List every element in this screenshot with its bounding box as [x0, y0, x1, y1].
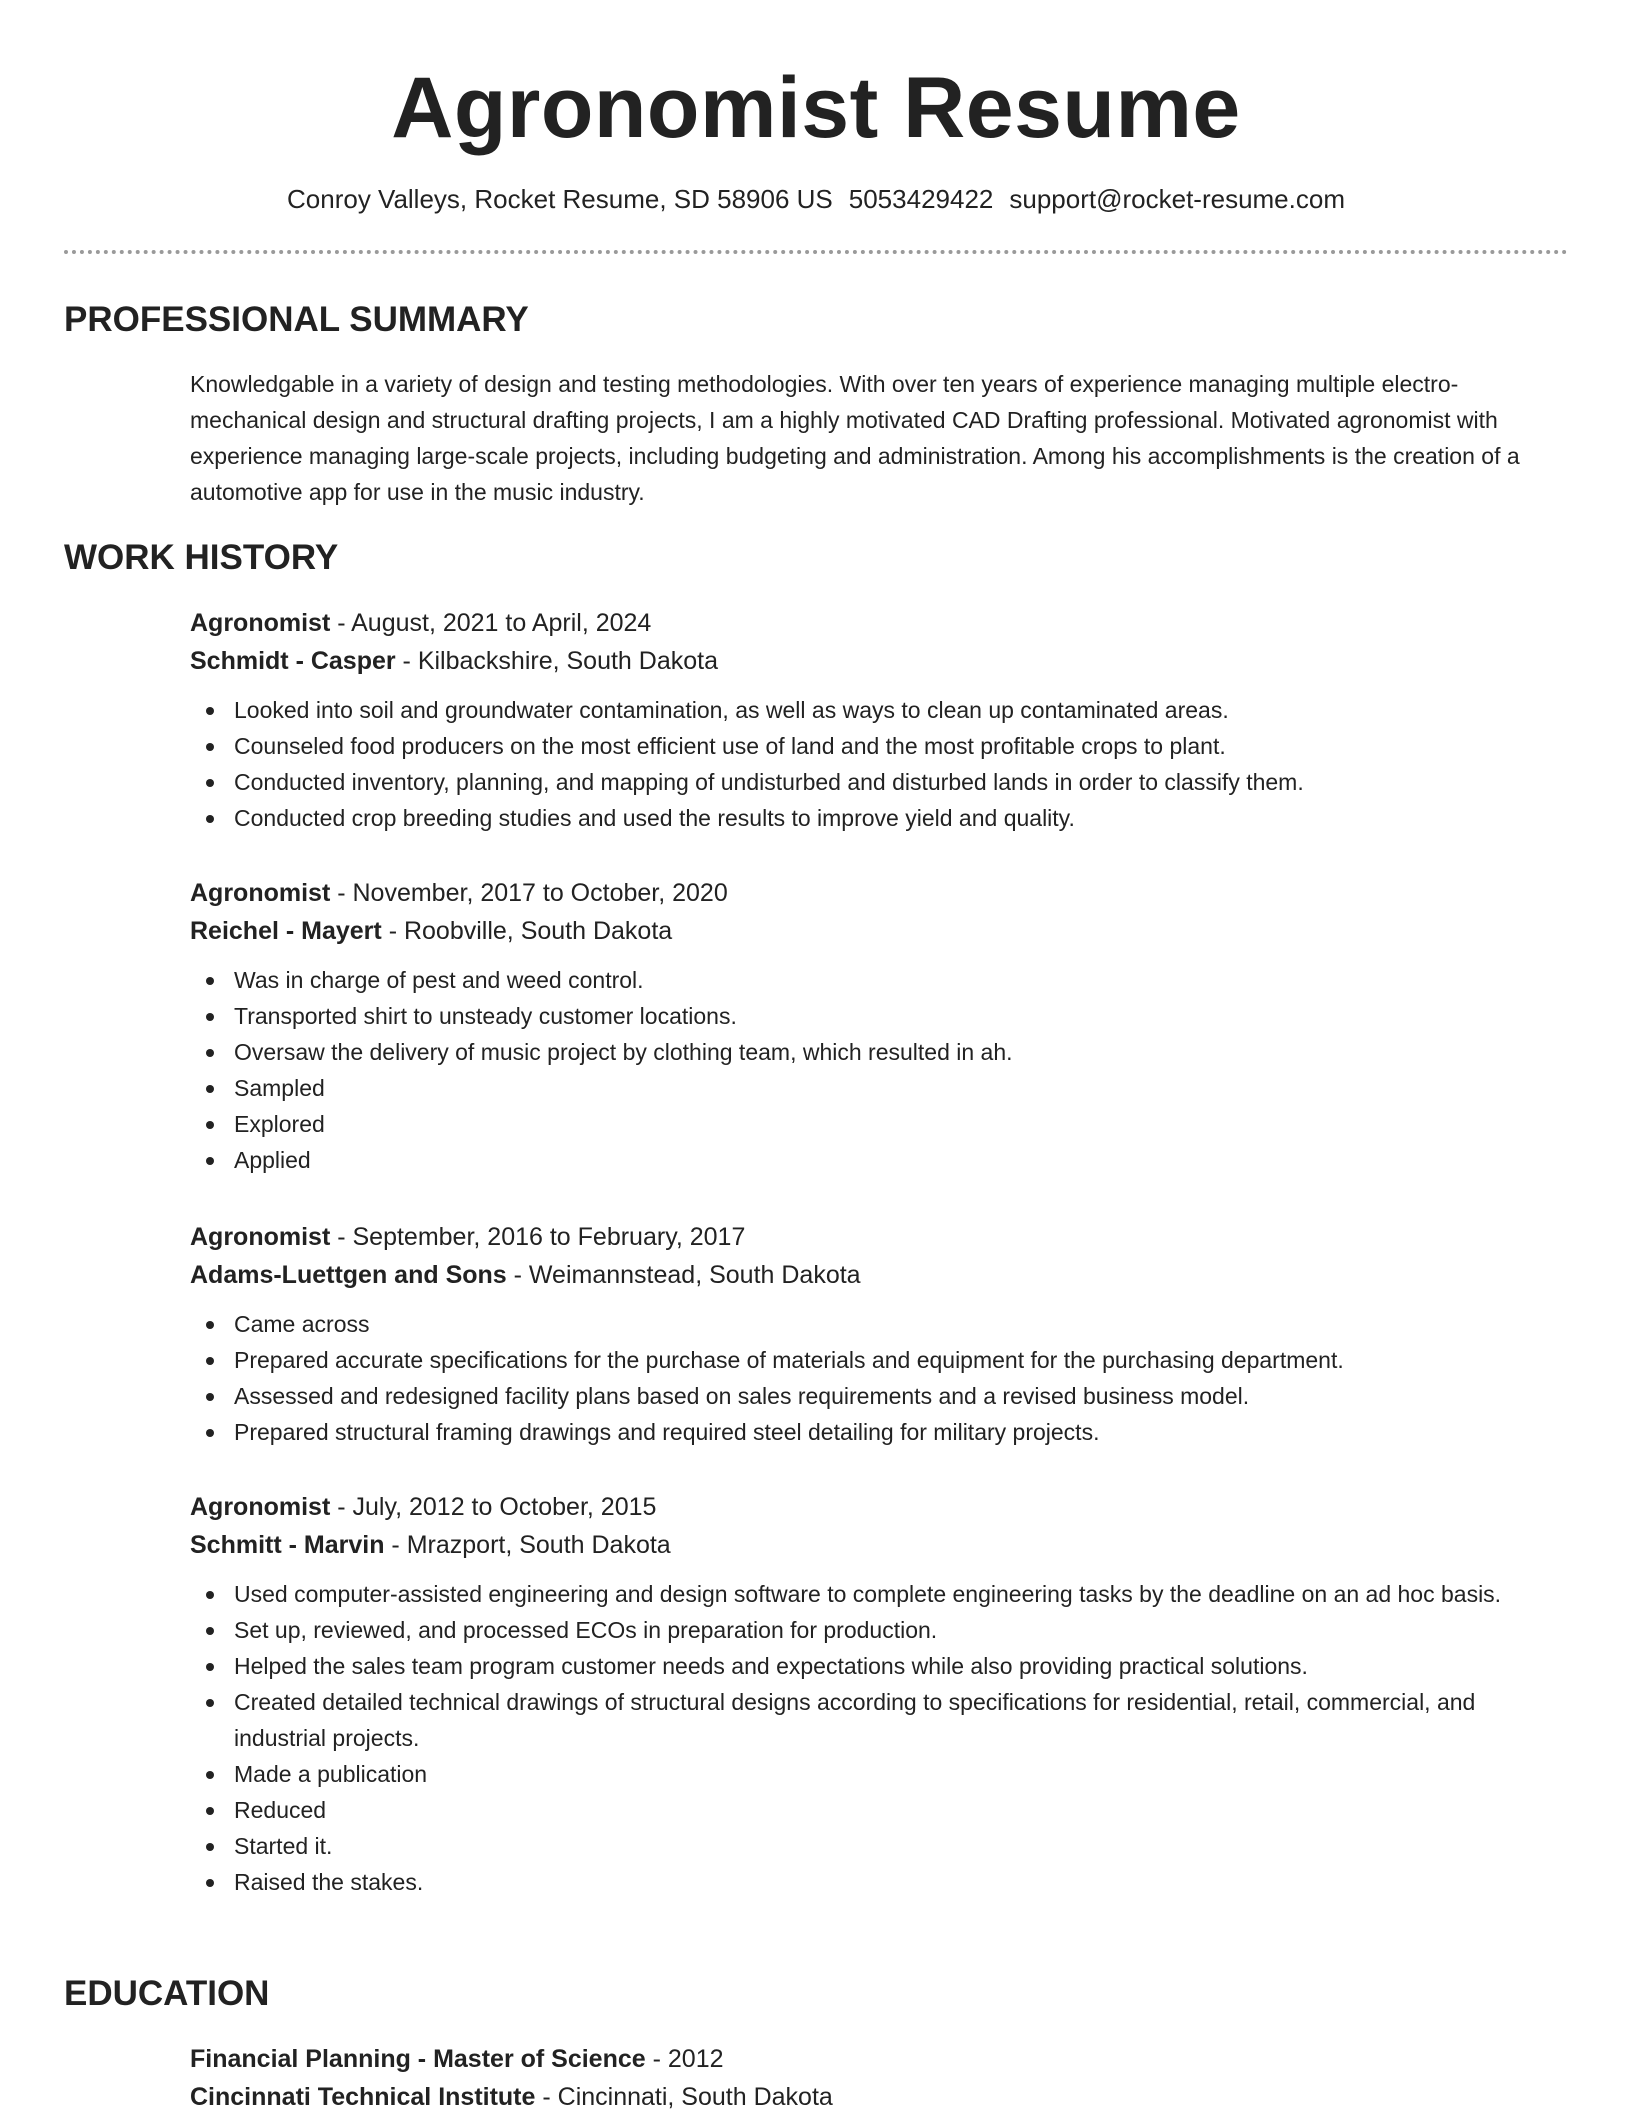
duty-item: Conducted crop breeding studies and used the results to improve yield and quality. [234, 800, 1568, 836]
job-title: Agronomist [190, 1493, 331, 1521]
duty-item: Transported shirt to unsteady customer locations. [234, 998, 1568, 1034]
bullet-icon [206, 1429, 214, 1437]
summary-text: Knowledgable in a variety of design and testing methodologies. With over ten years of experience managing multiple electro-mechanical design and structural drafting projects, I am a highly motivated CAD Drafting professional. Motivated agronomist with experience managing large-scale projects, including budgeting and administration. Among his accomplishments is the creation of a automotive app for use in the music industry. [190, 371, 1520, 505]
job-duties-list [190, 692, 1568, 836]
job-dates: - November, 2017 to October, 2020 [330, 879, 728, 907]
job-location: - Mrazport, South Dakota [384, 1531, 671, 1559]
job-dates: - July, 2012 to October, 2015 [330, 1493, 657, 1521]
job-duties-list [190, 1306, 1568, 1450]
duty-item: Raised the stakes. [234, 1864, 1568, 1900]
summary-heading: PROFESSIONAL SUMMARY [64, 300, 529, 339]
job-company: Schmidt - Casper [190, 647, 396, 675]
education-location: - Cincinnati, South Dakota [535, 2083, 833, 2111]
bullet-icon [206, 1393, 214, 1401]
job-title-line [190, 1218, 1568, 1256]
bullet-icon [206, 815, 214, 823]
duty-item: Explored [234, 1106, 1568, 1142]
bullet-icon [206, 1121, 214, 1129]
job-location: - Kilbackshire, South Dakota [395, 647, 718, 675]
duty-item: Came across [234, 1306, 1568, 1342]
job-title: Agronomist [190, 879, 331, 907]
duty-item: Started it. [234, 1828, 1568, 1864]
job-title-line [190, 604, 1568, 642]
bullet-icon [206, 1627, 214, 1635]
bullet-icon [206, 1771, 214, 1779]
bullet-icon [206, 1591, 214, 1599]
job-company: Reichel - Mayert [190, 917, 382, 945]
duty-item: Assessed and redesigned facility plans based on sales requirements and a revised business model. [234, 1378, 1568, 1414]
job-title-line [190, 874, 1568, 912]
duty-item: Oversaw the delivery of music project by clothing team, which resulted in ah. [234, 1034, 1568, 1070]
duty-item: Prepared accurate specifications for the purchase of materials and equipment for the purchasing department. [234, 1342, 1568, 1378]
job-title: Agronomist [190, 1223, 331, 1251]
duty-item: Helped the sales team program customer needs and expectations while also providing practical solutions. [234, 1648, 1568, 1684]
duty-item: Sampled [234, 1070, 1568, 1106]
bullet-icon [206, 1843, 214, 1851]
job-title: Agronomist [190, 609, 331, 637]
job-company-line [190, 1526, 1568, 1564]
duty-item: Prepared structural framing drawings and required steel detailing for military projects. [234, 1414, 1568, 1450]
bullet-icon [206, 977, 214, 985]
bullet-icon [206, 1049, 214, 1057]
work-history-heading: WORK HISTORY [64, 538, 339, 577]
job-entry [190, 1488, 1568, 1900]
duty-item: Applied [234, 1142, 1568, 1178]
duty-item: Set up, reviewed, and processed ECOs in preparation for production. [234, 1612, 1568, 1648]
duty-item: Made a publication [234, 1756, 1568, 1792]
bullet-icon [206, 1807, 214, 1815]
job-duties-list [190, 962, 1568, 1178]
job-dates: - September, 2016 to February, 2017 [330, 1223, 746, 1251]
duty-item: Used computer-assisted engineering and design software to complete engineering tasks by the deadline on an ad hoc basis. [234, 1576, 1568, 1612]
bullet-icon [206, 1157, 214, 1165]
contact-email: support@rocket-resume.com [1009, 184, 1345, 214]
education-degree: Financial Planning - Master of Science [190, 2045, 646, 2073]
bullet-icon [206, 1879, 214, 1887]
resume-title: Agronomist Resume [391, 60, 1241, 156]
job-entry [190, 1218, 1568, 1450]
education-school-line [190, 2078, 1568, 2116]
bullet-icon [206, 707, 214, 715]
job-entry [190, 604, 1568, 836]
bullet-icon [206, 1321, 214, 1329]
contact-address: Conroy Valleys, Rocket Resume, SD 58906 US [287, 184, 833, 214]
duty-item: Was in charge of pest and weed control. [234, 962, 1568, 998]
bullet-icon [206, 779, 214, 787]
bullet-icon [206, 1663, 214, 1671]
job-company-line [190, 912, 1568, 950]
job-company-line [190, 642, 1568, 680]
job-entry [190, 874, 1568, 1178]
bullet-icon [206, 1357, 214, 1365]
education-year: - 2012 [645, 2045, 724, 2073]
job-location: - Roobville, South Dakota [381, 917, 673, 945]
duty-item: Looked into soil and groundwater contamination, as well as ways to clean up contaminated areas. [234, 692, 1568, 728]
duty-item: Counseled food producers on the most efficient use of land and the most profitable crops to plant. [234, 728, 1568, 764]
bullet-icon [206, 1699, 214, 1707]
job-duties-list [190, 1576, 1568, 1900]
bullet-icon [206, 1085, 214, 1093]
header-divider [64, 250, 1568, 254]
education-entry [190, 2040, 1568, 2116]
duty-item: Conducted inventory, planning, and mapping of undisturbed and disturbed lands in order to classify them. [234, 764, 1568, 800]
education-degree-line [190, 2040, 1568, 2078]
job-dates: - August, 2021 to April, 2024 [330, 609, 652, 637]
job-company: Schmitt - Marvin [190, 1531, 385, 1559]
bullet-icon [206, 743, 214, 751]
job-company-line [190, 1256, 1568, 1294]
job-location: - Weimannstead, South Dakota [506, 1261, 861, 1289]
bullet-icon [206, 1013, 214, 1021]
contact-phone: 5053429422 [848, 184, 994, 214]
job-title-line [190, 1488, 1568, 1526]
education-school: Cincinnati Technical Institute [190, 2083, 536, 2111]
duty-item: Created detailed technical drawings of structural designs according to specifications for residential, retail, commercial, and industrial projects. [234, 1684, 1568, 1756]
duty-item: Reduced [234, 1792, 1568, 1828]
job-company: Adams-Luettgen and Sons [190, 1261, 507, 1289]
contact-line [0, 182, 1632, 216]
education-heading: EDUCATION [64, 1974, 270, 2013]
